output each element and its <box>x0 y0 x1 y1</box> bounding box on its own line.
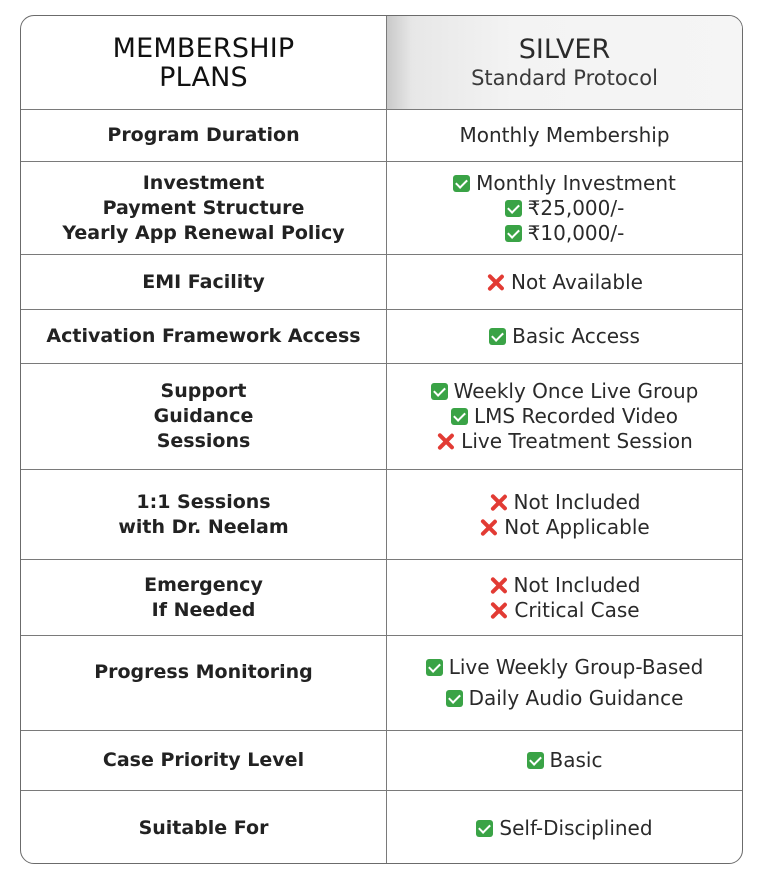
row-label-line: Guidance <box>153 405 254 427</box>
check-icon <box>431 383 448 400</box>
row-label-line: 1:1 Sessions <box>136 490 271 513</box>
row-label-line: Emergency <box>144 573 263 596</box>
value-line <box>451 404 678 429</box>
table-row <box>21 255 742 310</box>
header-title-line1: MEMBERSHIP <box>112 32 295 64</box>
check-icon <box>489 328 506 345</box>
value-line <box>489 573 641 598</box>
row-label <box>21 255 387 309</box>
value-line <box>505 196 625 221</box>
value-text: Monthly Membership <box>459 123 670 147</box>
cross-icon <box>436 432 455 451</box>
row-value <box>387 255 742 309</box>
row-value <box>387 364 742 469</box>
value-text: Live Weekly Group-Based <box>448 655 704 679</box>
row-label-line: with Dr. Neelam <box>118 515 289 538</box>
check-icon <box>527 752 544 769</box>
value-text: Weekly Once Live Group <box>453 379 699 403</box>
row-label <box>21 310 387 363</box>
row-value <box>387 636 742 730</box>
check-icon <box>451 408 468 425</box>
plan-header-cell <box>387 16 742 109</box>
table-row <box>21 162 742 255</box>
row-value <box>387 162 742 254</box>
check-icon <box>476 820 493 837</box>
value-line <box>459 123 669 148</box>
row-label-line: Progress Monitoring <box>94 660 313 683</box>
plan-tier-name: SILVER <box>518 33 611 65</box>
row-label <box>21 731 387 790</box>
row-value <box>387 731 742 790</box>
value-text: Basic <box>549 748 603 772</box>
table-row <box>21 731 742 791</box>
row-value <box>387 110 742 161</box>
value-line <box>453 171 676 196</box>
plan-protocol: Standard Protocol <box>471 65 658 90</box>
row-label <box>21 470 387 559</box>
row-label-line: If Needed <box>151 598 256 621</box>
table-row <box>21 560 742 636</box>
value-line <box>489 598 639 623</box>
value-text: Self-Disciplined <box>499 815 653 840</box>
value-line <box>446 686 684 711</box>
value-text: Live Treatment Session <box>461 429 693 453</box>
row-label-line: Case Priority Level <box>102 749 305 771</box>
cross-icon <box>489 601 508 620</box>
value-line <box>431 379 699 404</box>
membership-table <box>20 15 743 864</box>
row-value <box>387 470 742 559</box>
value-line <box>527 748 603 773</box>
value-text: Not Applicable <box>504 514 650 539</box>
check-icon <box>505 225 522 242</box>
value-text: ₹25,000/- <box>527 195 625 220</box>
row-label <box>21 110 387 161</box>
value-line <box>486 270 643 295</box>
value-line <box>476 816 652 841</box>
row-label-line: Investment <box>142 171 265 194</box>
value-text: ₹10,000/- <box>527 220 625 245</box>
header-title-cell <box>21 16 387 109</box>
row-label <box>21 162 387 254</box>
value-text: Not Included <box>513 572 641 597</box>
cross-icon <box>489 493 508 512</box>
header-row <box>21 16 742 110</box>
value-text: LMS Recorded Video <box>474 404 678 428</box>
value-line <box>479 515 649 540</box>
row-label-line: Activation Framework Access <box>46 325 361 347</box>
value-line <box>436 429 693 454</box>
row-label-line: Sessions <box>156 430 251 452</box>
check-icon <box>446 690 463 707</box>
value-text: Monthly Investment <box>476 170 676 195</box>
table-row <box>21 470 742 560</box>
value-text: Not Available <box>511 269 643 294</box>
table-row <box>21 364 742 470</box>
header-title-line2: PLANS <box>159 61 248 93</box>
table-row <box>21 110 742 162</box>
table-row <box>21 791 742 864</box>
row-value <box>387 791 742 864</box>
row-label-line: Program Duration <box>107 124 300 146</box>
row-label-line: Suitable For <box>138 816 269 839</box>
value-line <box>426 655 704 680</box>
row-label <box>21 364 387 469</box>
value-text: Basic Access <box>512 324 640 348</box>
row-label-line: Payment Structure <box>102 196 305 219</box>
table-row <box>21 310 742 364</box>
check-icon <box>453 175 470 192</box>
value-text: Critical Case <box>514 597 640 622</box>
cross-icon <box>486 273 505 292</box>
value-text: Daily Audio Guidance <box>468 686 684 710</box>
cross-icon <box>489 576 508 595</box>
value-text: Not Included <box>513 489 641 514</box>
row-value <box>387 310 742 363</box>
value-line <box>489 324 640 349</box>
row-label-line: Support <box>160 380 247 402</box>
row-value <box>387 560 742 635</box>
check-icon <box>426 659 443 676</box>
row-label <box>21 560 387 635</box>
check-icon <box>505 200 522 217</box>
value-line <box>489 490 641 515</box>
row-label-line: Yearly App Renewal Policy <box>62 221 345 244</box>
row-label <box>21 636 387 730</box>
value-line <box>505 221 625 246</box>
row-label-line: EMI Facility <box>142 270 265 293</box>
cross-icon <box>479 518 498 537</box>
table-row <box>21 636 742 731</box>
row-label <box>21 791 387 864</box>
